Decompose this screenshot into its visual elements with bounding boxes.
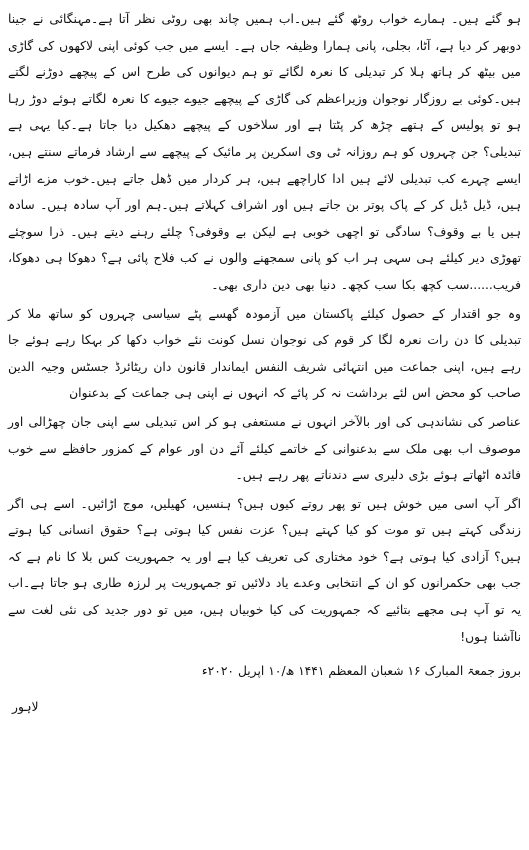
column-paragraph-3: عناصر کی نشاندہی کی اور بالآخر انہوں نے مستعفی ہو کر اس تبدیلی سے اپنی جان چھڑالی اور موصوف اب بھی ملک سے بدعنوانی کے خاتمے کیلئے آئے دن اور عوام کے کمزور حافظے سے خوب فائدہ اٹھاتے ہوئے بڑی دلیری سے دندناتے پھر رہے ہیں۔: [8, 414, 521, 483]
column-paragraph-4: اگر آپ اسی میں خوش ہیں تو پھر روتے کیوں ہیں؟ ہنسیں، کھیلیں، موج اڑائیں۔ اسے ہی اگر زندگی کہتے ہیں تو موت کو کیا کہتے ہیں؟ عزت نفس کیا ہوتی ہے؟ حقوق انسانی کیا ہوتے ہیں؟ آزادی کیا ہوتی ہے؟ خود مختاری کی تعریف کیا ہے اور یہ جمہوریت کس بلا کا نام ہے کہ جب بھی حکمرانوں کو ان کے انتخابی وعدے یاد دلائیں تو جمہوریت پر لرزہ طاری ہو جاتا ہے۔اب یہ تو آپ ہی مجھے بتائیے کہ جمہوریت کی کیا خوبیاں ہیں، میں تو دور جدید کی نئی لغت سے ناآشنا ہوں!: [8, 496, 521, 644]
city-name: لاہور: [12, 700, 39, 715]
publication-date: بروز جمعۃ المبارک ۱۶ شعبان المعظم ۱۴۴۱ ھ/۱۰ اپریل ۲۰۲۰ء: [201, 664, 521, 679]
column-paragraph-1: ہو گئے ہیں۔ ہمارے خواب روٹھ گئے ہیں۔اب ہمیں چاند بھی روٹی نظر آتا ہے۔مہنگائی نے جینا دوبھر کر دیا ہے، آٹا، بجلی، پانی ہمارا وظیفہ جاں ہے۔ ایسے میں جب کوئی اپنی لاکھوں کی گاڑی میں بیٹھ کر ہاتھ ہلا کر تبدیلی کا نعرہ لگائے تو ہم دیوانوں کی طرح اس کے پیچھے دوڑنے لگتے ہیں۔کوئی بے روزگار نوجوان وزیراعظم کی گاڑی کے پیچھے جیوے جیوے کا نعرہ لگاتے ہوئے دوڑ رہا ہو تو پولیس کے ہتھے چڑھ کر پٹتا ہے اور سلاخوں کے پیچھے دھکیل دیا جاتا ہے۔کیا یہی ہے تبدیلی؟ جن چہروں کو ہم روزانہ ٹی وی اسکرین پر مائیک کے پیچھے سے ارشاد فرماتے سنتے ہیں، ایسے چہرے کب تبدیلی لائے ہیں ادا کاراچھے ہیں، ہر کردار میں ڈھل جاتے ہیں۔خوب مزے اڑاتے ہیں، ڈیل ڈیل کر کے پاک پوتر بن جاتے ہیں اور اشراف کہلاتے ہیں۔ہم اور آپ سادہ ہیں۔ سادہ ہیں یا بے وقوف؟ سادگی تو اچھی خوبی ہے لیکن بے وقوفی؟ چلئے رہنے دیتے ہیں۔ ذرا سوچئے تھوڑی دیر کیلئے ہی سہی ہر اب کو پانی سمجھنے والوں نے کب فلاح پائی ہے؟ دھوکا ہی دھوکا، فریب......سب کچھ بکا سب کچھ۔ دنیا بھی دین داری بھی۔: [8, 12, 521, 292]
column-paragraph-2: وہ جو اقتدار کے حصول کیلئے پاکستان میں آزمودہ گھسے پٹے سیاسی چہروں کو ساتھ ملا کر تبدیلی کا دن رات نعرہ لگا کر قوم کی نوجوان نسل کونت نئے خواب دکھا کر بہکا رہے ہوئے جا رہے ہیں، اپنی جماعت میں انتہائی شریف النفس ایماندار قانون دان ریٹائرڈ جسٹس وجیہ الدین صاحب کو محض اس لئے برداشت نہ کر پائے کہ انہوں نے اپنی ہی جماعت کے بدعنوان: [8, 306, 521, 401]
